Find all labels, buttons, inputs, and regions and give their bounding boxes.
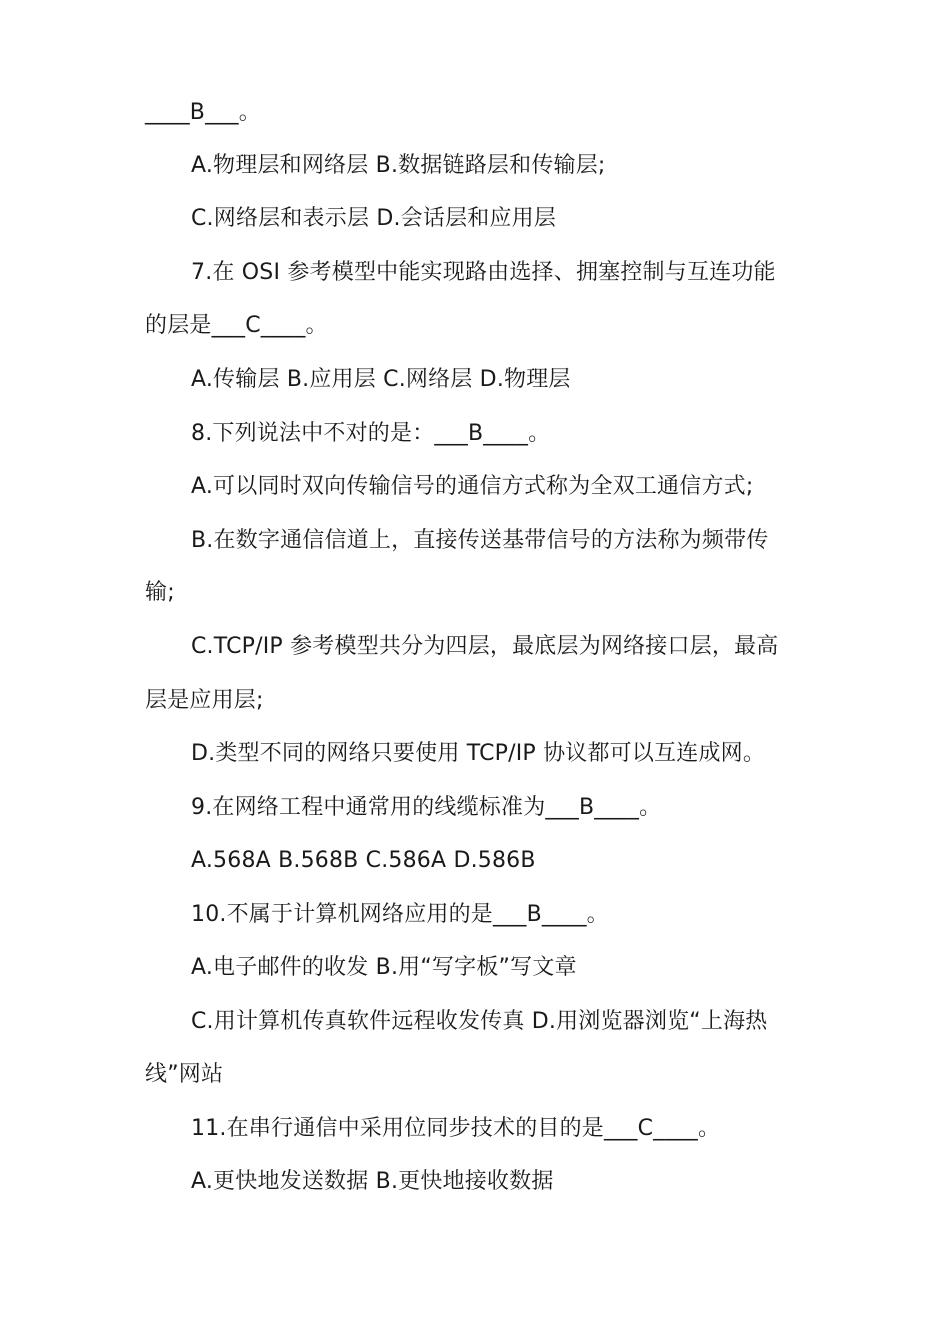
q10-options-ab: A.电子邮件的收发 B.用“写字板”写文章 xyxy=(191,955,577,980)
q10-text: 10.不属于计算机网络应用的是___B____。 xyxy=(191,902,609,927)
q11-text: 11.在串行通信中采用位同步技术的目的是___C____。 xyxy=(191,1116,721,1141)
answer-continuation: ____B___。 xyxy=(145,100,261,125)
q9-options: A.568A B.568B C.586A D.586B xyxy=(191,848,536,873)
q11-options-ab: A.更快地发送数据 B.更快地接收数据 xyxy=(191,1169,554,1194)
q7-text: 7.在 OSI 参考模型中能实现路由选择、拥塞控制与互连功能 xyxy=(191,260,776,285)
q7-text-cont: 的层是___C____。 xyxy=(145,313,328,338)
q8-option-d: D.类型不同的网络只要使用 TCP/IP 协议都可以互连成网。 xyxy=(191,741,766,766)
q6-options-cd: C.网络层和表示层 D.会话层和应用层 xyxy=(191,206,557,231)
q10-options-cd-cont: 线”网站 xyxy=(145,1062,224,1087)
q10-options-cd: C.用计算机传真软件远程收发传真 D.用浏览器浏览“上海热 xyxy=(191,1009,768,1034)
q8-text: 8.下列说法中不对的是：___B____。 xyxy=(191,421,551,446)
q6-options-ab: A.物理层和网络层 B.数据链路层和传输层; xyxy=(191,153,606,178)
q8-option-b-cont: 输; xyxy=(145,580,175,605)
q7-options: A.传输层 B.应用层 C.网络层 D.物理层 xyxy=(191,367,571,392)
q8-option-c: C.TCP/IP 参考模型共分为四层，最底层为网络接口层，最高 xyxy=(191,634,779,659)
q8-option-b: B.在数字通信信道上，直接传送基带信号的方法称为频带传 xyxy=(191,528,769,553)
q8-option-c-cont: 层是应用层; xyxy=(145,688,264,713)
q9-text: 9.在网络工程中通常用的线缆标准为___B____。 xyxy=(191,795,662,820)
q8-option-a: A.可以同时双向传输信号的通信方式称为全双工通信方式; xyxy=(191,474,754,499)
